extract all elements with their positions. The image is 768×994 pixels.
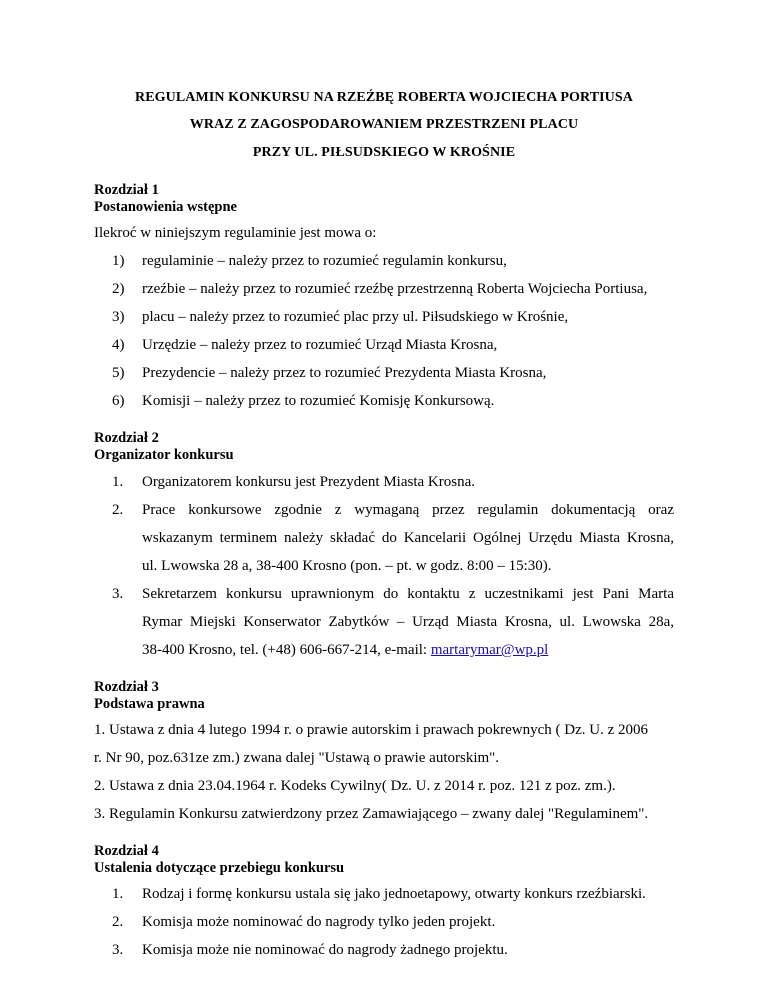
paragraph-line: 3. Regulamin Konkursu zatwierdzony przez Zamawiającego – zwany dalej "Regulaminem".: [94, 806, 649, 822]
list-item-number: 2.: [112, 502, 124, 518]
list-item: 6) Komisji – należy przez to rozumieć Komisję Konkursową.: [112, 393, 495, 409]
list-item: 1. Organizatorem konkursu jest Prezydent Miasta Krosna.: [112, 474, 475, 490]
chapter-1-number: Rozdział 1: [94, 182, 159, 198]
doc-title-line-1: REGULAMIN KONKURSU NA RZEŹBĘ ROBERTA WOJCIECHA PORTIUSA: [135, 90, 633, 105]
chapter-2-number: Rozdział 2: [94, 430, 159, 446]
list-item: 2. Komisja może nominować do nagrody tylko jeden projekt.: [112, 914, 496, 930]
chapter-3-title: Podstawa prawna: [94, 696, 205, 712]
paragraph-line: 1. Ustawa z dnia 4 lutego 1994 r. o prawie autorskim i prawach pokrewnych ( Dz. U. z 2006: [94, 722, 649, 738]
chapter-4-title: Ustalenia dotyczące przebiegu konkursu: [94, 860, 345, 876]
list-item: 1) regulaminie – należy przez to rozumieć regulamin konkursu,: [112, 253, 507, 269]
chapter-1-title: Postanowienia wstępne: [94, 199, 237, 215]
list-item: 2) rzeźbie – należy przez to rozumieć rzeźbę przestrzenną Roberta Wojciecha Portiusa,: [112, 281, 648, 297]
list-item: 3. Komisja może nie nominować do nagrody żadnego projektu.: [112, 942, 508, 958]
chapter-2-title: Organizator konkursu: [94, 447, 234, 463]
list-item-line: Rymar Miejski Konserwator Zabytków – Urząd Miasta Krosna, ul. Lwowska 28a,: [142, 614, 674, 630]
chapter-3-number: Rozdział 3: [94, 679, 159, 695]
chapter-1-intro: Ilekroć w niniejszym regulaminie jest mowa o:: [94, 225, 377, 241]
list-item-line: ul. Lwowska 28 a, 38-400 Krosno (pon. – pt. w godz. 8:00 – 15:30).: [142, 558, 552, 574]
doc-title-line-3: PRZY UL. PIŁSUDSKIEGO W KROŚNIE: [252, 145, 516, 160]
email-link[interactable]: martarymar@wp.pl: [430, 642, 549, 658]
list-item-line: Prace konkursowe zgodnie z wymaganą przez regulamin dokumentacją oraz: [142, 502, 674, 518]
chapter-4-number: Rozdział 4: [94, 843, 159, 859]
list-item: 1. Rodzaj i formę konkursu ustala się jako jednoetapowy, otwarty konkurs rzeźbiarski.: [112, 886, 646, 902]
list-item: 3) placu – należy przez to rozumieć plac przy ul. Piłsudskiego w Krośnie,: [112, 309, 569, 325]
doc-title-line-2: WRAZ Z ZAGOSPODAROWANIEM PRZESTRZENI PLACU: [189, 117, 579, 132]
list-item-line: wskazanym terminem należy składać do Kancelarii Ogólnej Urzędu Miasta Krosna,: [142, 530, 674, 546]
list-item: 4) Urzędzie – należy przez to rozumieć Urząd Miasta Krosna,: [112, 337, 498, 353]
list-item: 5) Prezydencie – należy przez to rozumieć Prezydenta Miasta Krosna,: [112, 365, 547, 381]
paragraph-line: r. Nr 90, poz.631ze zm.) zwana dalej "Ustawą o prawie autorskim".: [94, 750, 500, 766]
paragraph-line: 2. Ustawa z dnia 23.04.1964 r. Kodeks Cywilny( Dz. U. z 2014 r. poz. 121 z poz. zm.).: [94, 778, 616, 794]
list-item-number: 3.: [112, 586, 124, 602]
list-item-line: 38-400 Krosno, tel. (+48) 606-667-214, e-mail: martarymar@wp.pl: [142, 642, 549, 658]
list-item-line: Sekretarzem konkursu uprawnionym do kontaktu z uczestnikami jest Pani Marta: [142, 586, 674, 602]
